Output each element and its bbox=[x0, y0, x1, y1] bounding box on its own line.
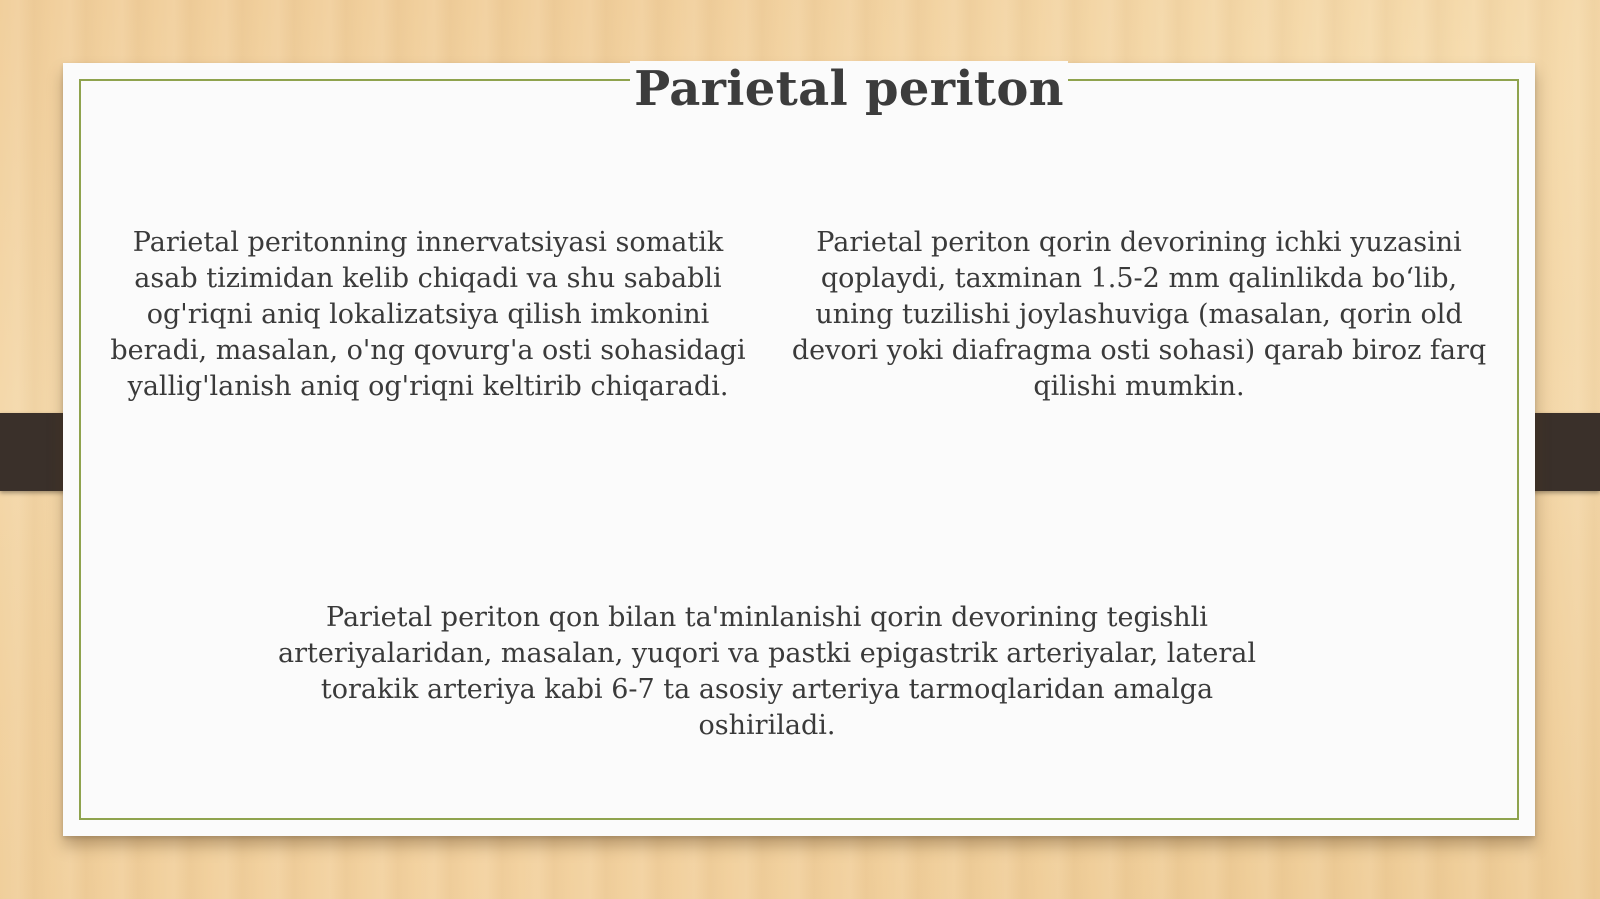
bottom-text-block: Parietal periton qon bilan ta'minlanishi qorin devorining tegishli arteriyalaridan, masalan, yuqori va pastki epigastrik arteriyalar, lateral torakik arteriya kabi 6-7 ta asosiy arteriya tarmoqlaridan amalga oshiriladi. bbox=[277, 602, 1256, 741]
slide-title-container bbox=[63, 61, 1535, 117]
slide-title: Parietal periton bbox=[630, 61, 1068, 117]
right-text-block: Parietal periton qorin devorining ichki yuzasini qoplaydi, taxminan 1.5-2 mm qalinlikda bo‘lib, uning tuzilishi joylashuviga (masalan, qorin old devori yoki diafragma osti sohasi) qarab biroz farq qilishi mumkin. bbox=[791, 227, 1487, 402]
slide-paper bbox=[63, 63, 1535, 836]
left-text-block: Parietal peritonning innervatsiyasi somatik asab tizimidan kelib chiqadi va shu sababli og'riqni aniq lokalizatsiya qilish imkonini beradi, masalan, o'ng qovurg'a osti sohasidagi yallig'lanish aniq og'riqni keltirib chiqaradi. bbox=[110, 227, 746, 402]
